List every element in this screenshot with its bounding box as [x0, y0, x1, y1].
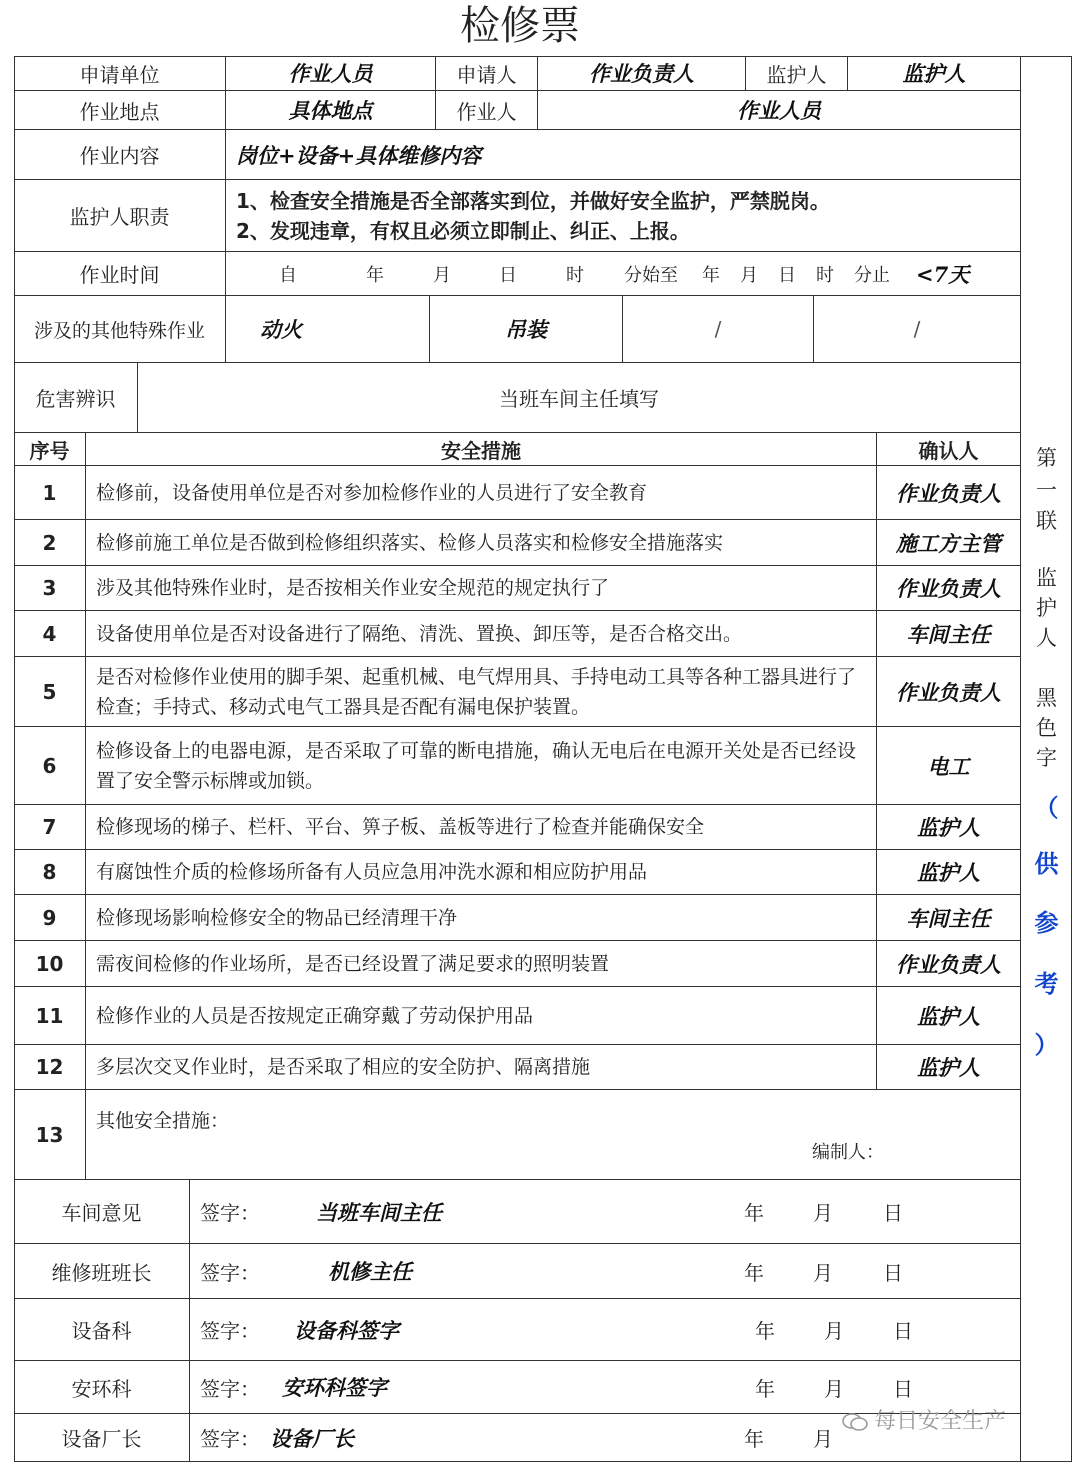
- signoff-label: 设备科: [14, 1299, 190, 1361]
- side-note-char: 第: [1036, 446, 1057, 470]
- sign-month: 月: [813, 1260, 833, 1285]
- side-note-char: 监: [1036, 566, 1057, 590]
- side-note-char: 护: [1036, 596, 1057, 620]
- worker-value: 作业人员: [538, 91, 1021, 130]
- special-item-4: /: [814, 296, 1021, 363]
- measure-confirm: 作业负责人: [877, 941, 1021, 987]
- sign-month: 月: [824, 1319, 844, 1343]
- measure-confirm: 监护人: [877, 850, 1021, 895]
- signoff-label: 维修班班长: [14, 1244, 190, 1299]
- special-item-2: 吊装: [430, 296, 623, 363]
- measure-no: 8: [14, 850, 86, 895]
- col-header-measure: 安全措施: [86, 433, 877, 466]
- author-label: 编制人：: [812, 1142, 884, 1163]
- watermark-text: 每日安全生产: [874, 1409, 1007, 1434]
- hazard-value: 当班车间主任填写: [138, 363, 1021, 433]
- measure-no-13: 13: [14, 1090, 86, 1180]
- hazard-label: 危害辨识: [14, 363, 138, 433]
- applicant-label: 申请人: [436, 56, 538, 91]
- time-minute-end: 分止: [854, 264, 890, 286]
- duty-content: [226, 180, 1021, 252]
- measure-confirm: 施工方主管: [877, 520, 1021, 566]
- signoff-cell: [190, 1180, 1021, 1244]
- measure-confirm: 电工: [877, 727, 1021, 805]
- signer-name: 机修主任: [328, 1259, 412, 1284]
- signoff-label: 设备厂长: [14, 1414, 190, 1462]
- time-minute-start: 分始至: [624, 264, 678, 286]
- content-label: 作业内容: [14, 130, 226, 180]
- time-month-2: 月: [740, 264, 758, 286]
- side-note-blue-char: ）: [1034, 1031, 1059, 1059]
- location-value: 具体地点: [226, 91, 436, 130]
- measure-text: 是否对检修作业使用的脚手架、起重机械、电气焊用具、手持电动工具等各种工器具进行了检查；手持式、移动式电气工器具是否配有漏电保护装置。: [86, 657, 877, 727]
- measure-text: 有腐蚀性介质的检修场所备有人员应急用冲洗水源和相应防护用品: [86, 850, 877, 895]
- measure-text: 检修前施工单位是否做到检修组织落实、检修人员落实和检修安全措施落实: [86, 520, 877, 566]
- sign-year: 年: [744, 1260, 764, 1285]
- signer-name: 安环科签字: [282, 1375, 387, 1400]
- applicant-unit-label: 申请单位: [14, 56, 226, 91]
- time-label: 作业时间: [14, 252, 226, 296]
- side-note-char: 色: [1036, 716, 1057, 740]
- guardian-label: 监护人: [746, 56, 848, 91]
- measure-no: 2: [14, 520, 86, 566]
- measure-no: 7: [14, 805, 86, 850]
- watermark: [842, 1404, 1006, 1435]
- guardian-value: 监护人: [848, 56, 1021, 91]
- measure-confirm: 作业负责人: [877, 657, 1021, 727]
- side-note-char: 一: [1036, 478, 1057, 502]
- sign-day: 日: [883, 1201, 903, 1225]
- sign-label: 签字：: [200, 1376, 260, 1401]
- measure-confirm: 监护人: [877, 805, 1021, 850]
- measure-text: 多层次交叉作业时，是否采取了相应的安全防护、隔离措施: [86, 1045, 877, 1090]
- side-note-blue-char: （: [1034, 794, 1059, 822]
- time-day-1: 日: [499, 264, 517, 286]
- measure-text: 需夜间检修的作业场所，是否已经设置了满足要求的照明装置: [86, 941, 877, 987]
- applicant-value: 作业负责人: [538, 56, 746, 91]
- measure-text: 检修现场的梯子、栏杆、平台、箅子板、盖板等进行了检查并能确保安全: [86, 805, 877, 850]
- special-item-1: 动火: [226, 296, 430, 363]
- measure-no: 9: [14, 895, 86, 941]
- measure-confirm: 车间主任: [877, 895, 1021, 941]
- signoff-cell: [190, 1244, 1021, 1299]
- sign-year: 年: [744, 1201, 764, 1225]
- side-note-char: 字: [1036, 746, 1057, 770]
- measure-text: 检修前，设备使用单位是否对参加检修作业的人员进行了安全教育: [86, 466, 877, 520]
- side-note-char: 人: [1036, 626, 1057, 650]
- worker-label: 作业人: [436, 91, 538, 130]
- measure-text: 设备使用单位是否对设备进行了隔绝、清洗、置换、卸压等，是否合格交出。: [86, 611, 877, 657]
- side-note-blue-char: 考: [1034, 970, 1059, 998]
- time-fields: [226, 252, 1021, 296]
- measure-no: 3: [14, 566, 86, 611]
- sign-day: 日: [893, 1376, 913, 1401]
- content-value: 岗位+设备+具体维修内容: [226, 130, 1021, 180]
- sign-day: 日: [893, 1319, 913, 1343]
- measure-no: 10: [14, 941, 86, 987]
- measure-no: 1: [14, 466, 86, 520]
- time-day-2: 日: [778, 264, 796, 286]
- page-title: 检修票: [460, 3, 580, 49]
- time-year-1: 年: [366, 264, 384, 286]
- col-header-confirm: 确认人: [877, 433, 1021, 466]
- measure-no: 5: [14, 657, 86, 727]
- time-hour-1: 时: [566, 264, 584, 286]
- signoff-cell: [190, 1299, 1021, 1361]
- measure-text: 检修设备上的电器电源，是否采取了可靠的断电措施，确认无电后在电源开关处是否已经设置了安全警示标牌或加锁。: [86, 727, 877, 805]
- col-header-no: 序号: [14, 433, 86, 466]
- measure-text: 检修现场影响检修安全的物品已经清理干净: [86, 895, 877, 941]
- measure-text: 涉及其他特殊作业时，是否按相关作业安全规范的规定执行了: [86, 566, 877, 611]
- sign-label: 签字：: [200, 1319, 260, 1343]
- measure-text: 检修作业的人员是否按规定正确穿戴了劳动保护用品: [86, 987, 877, 1045]
- sign-label: 签字：: [200, 1260, 260, 1285]
- sign-year: 年: [755, 1376, 775, 1401]
- side-note-char: 联: [1036, 509, 1057, 533]
- sign-month: 月: [824, 1376, 844, 1401]
- measure-confirm: 作业负责人: [877, 466, 1021, 520]
- sign-year: 年: [755, 1319, 775, 1343]
- side-note-char: 黑: [1036, 686, 1057, 710]
- measure-confirm: 监护人: [877, 987, 1021, 1045]
- signer-name: 设备厂长: [270, 1425, 354, 1451]
- time-year-2: 年: [702, 264, 720, 286]
- other-measures-label: 其他安全措施：: [96, 1110, 230, 1132]
- measure-confirm: 监护人: [877, 1045, 1021, 1090]
- signoff-label: 安环科: [14, 1361, 190, 1414]
- side-note-blue-char: 参: [1034, 909, 1059, 937]
- location-label: 作业地点: [14, 91, 226, 130]
- measure-confirm: 作业负责人: [877, 566, 1021, 611]
- time-from: 自: [279, 264, 297, 286]
- side-note-blue-char: 供: [1034, 850, 1059, 878]
- time-month-1: 月: [433, 264, 451, 286]
- sign-year: 年: [744, 1427, 764, 1451]
- duty-line-1: 1、检查安全措施是否全部落实到位，并做好安全监护，严禁脱岗。: [236, 188, 830, 213]
- sign-month: 月: [813, 1201, 833, 1225]
- time-hour-2: 时: [816, 264, 834, 286]
- signoff-label: 车间意见: [14, 1180, 190, 1244]
- duty-label: 监护人职责: [14, 180, 226, 252]
- measure-no: 11: [14, 987, 86, 1045]
- measure-no: 6: [14, 727, 86, 805]
- signer-name: 当班车间主任: [316, 1199, 442, 1225]
- special-item-3: /: [623, 296, 814, 363]
- sign-month: 月: [813, 1427, 833, 1451]
- measure-confirm: 车间主任: [877, 611, 1021, 657]
- sign-label: 签字：: [200, 1201, 260, 1225]
- measure-no: 12: [14, 1045, 86, 1090]
- applicant-unit-value: 作业人员: [226, 56, 436, 91]
- signer-name: 设备科签字: [294, 1317, 399, 1343]
- sign-day: 日: [883, 1260, 903, 1285]
- sign-label: 签字：: [200, 1427, 260, 1451]
- time-limit: <7天: [916, 261, 970, 287]
- special-label: 涉及的其他特殊作业: [14, 296, 226, 363]
- duty-line-2: 2、发现违章，有权且必须立即制止、纠正、上报。: [236, 218, 690, 243]
- wechat-icon: [842, 1412, 868, 1432]
- other-measures-cell: [86, 1090, 1021, 1180]
- measure-no: 4: [14, 611, 86, 657]
